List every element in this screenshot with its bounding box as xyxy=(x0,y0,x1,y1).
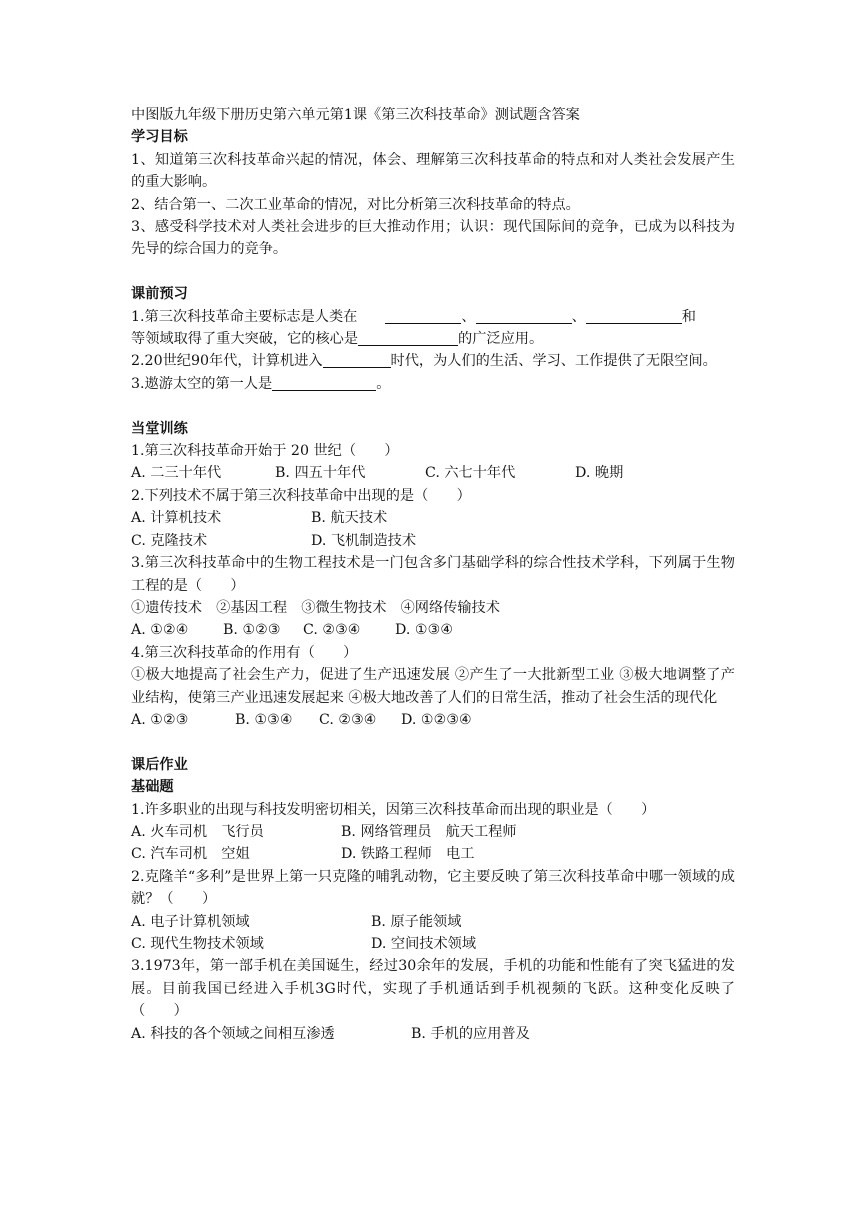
question-text: 的广泛应用。 xyxy=(458,331,544,348)
option[interactable]: D. 空间技术领域 xyxy=(371,935,477,952)
classwork-question-1: 1.第三次科技革命开始于 20 世纪（ ） xyxy=(131,443,399,460)
options-row xyxy=(131,709,735,731)
option[interactable]: B. ①②③ xyxy=(223,622,281,639)
option[interactable]: C. 汽车司机 空姐 xyxy=(131,846,250,863)
options-row xyxy=(131,1023,735,1045)
spacer xyxy=(131,395,735,417)
option[interactable]: B. ①③④ xyxy=(235,711,293,728)
option[interactable]: A. 电子计算机领域 xyxy=(131,913,250,930)
option[interactable]: D. 铁路工程师 电工 xyxy=(341,846,475,863)
option[interactable]: A. ①②③ xyxy=(131,711,189,728)
option[interactable]: C. 六七十年代 xyxy=(425,465,516,482)
separator: 、 xyxy=(461,308,476,325)
option[interactable]: B. 网络管理员 航天工程师 xyxy=(341,823,517,840)
connector: 和 xyxy=(681,308,696,325)
preview-question-3 xyxy=(131,373,735,395)
options-row xyxy=(131,933,735,955)
option[interactable]: D. 飞机制造技术 xyxy=(311,532,417,549)
options-row xyxy=(131,507,735,529)
option[interactable]: A. 计算机技术 xyxy=(131,510,222,527)
classwork-question-3: 3.第三次科技革命中的生物工程技术是一门包含多门基础学科的综合性技术学科，下列属于生物工程的是（ ） xyxy=(131,555,735,594)
classwork-question-2: 2.下列技术不属于第三次科技革命中出现的是（ ） xyxy=(131,487,471,504)
homework-question-1: 1.许多职业的出现与科技发明密切相关，因第三次科技革命而出现的职业是（ ） xyxy=(131,801,656,818)
goal-item: 3、感受科学技术对人类社会进步的巨大推动作用；认识：现代国际间的竞争，已成为以科技为先导的综合国力的竞争。 xyxy=(131,219,735,258)
option[interactable]: A. 火车司机 飞行员 xyxy=(131,823,264,840)
question-text: 1.第三次科技革命主要标志是人类在 xyxy=(131,308,358,325)
fill-blank[interactable] xyxy=(323,352,391,368)
question-items: ①遗传技术 ②基因工程 ③微生物技术 ④网络传输技术 xyxy=(131,599,500,616)
fill-blank[interactable] xyxy=(586,308,682,324)
option[interactable]: C. 现代生物技术领域 xyxy=(131,935,264,952)
classwork-question-4: 4.第三次科技革命的作用有（ ） xyxy=(131,644,358,661)
question-text: 时代，为人们的生活、学习、工作提供了无限空间。 xyxy=(390,353,717,370)
options-row xyxy=(131,462,735,484)
option[interactable]: B. 原子能领域 xyxy=(371,913,462,930)
homework-question-2: 2.克隆羊“多利”是世界上第一只克隆的哺乳动物，它主要反映了第三次科技革命中哪一领域的成就？（ ） xyxy=(131,868,735,908)
options-row xyxy=(131,843,735,865)
option[interactable]: B. 四五十年代 xyxy=(275,465,366,482)
options-row xyxy=(131,530,735,552)
classwork-heading: 当堂训练 xyxy=(131,420,188,437)
option[interactable]: A. 二三十年代 xyxy=(131,465,222,482)
goal-item: 1、知道第三次科技革命兴起的情况，体会、理解第三次科技革命的特点和对人类社会发展产生的重大影响。 xyxy=(131,151,735,191)
option[interactable]: D. ①②③④ xyxy=(401,711,472,728)
fill-blank[interactable] xyxy=(476,308,572,324)
question-text: 等领域取得了重大突破，它的核心是 xyxy=(131,331,359,348)
fill-blank[interactable] xyxy=(385,308,461,324)
options-row xyxy=(131,911,735,933)
preview-question-1 xyxy=(131,306,735,328)
preview-question-2 xyxy=(131,350,735,372)
question-text: 。 xyxy=(376,375,391,392)
spacer xyxy=(131,261,735,283)
fill-blank[interactable] xyxy=(358,330,458,346)
option[interactable]: C. ②③④ xyxy=(303,622,361,639)
question-text: 2.20世纪90年代，计算机进入 xyxy=(131,353,323,370)
option[interactable]: C. 克隆技术 xyxy=(131,532,208,549)
option[interactable]: B. 航天技术 xyxy=(311,510,388,527)
option[interactable]: C. ②③④ xyxy=(319,711,377,728)
fill-blank[interactable] xyxy=(272,375,376,391)
option[interactable]: D. 晚期 xyxy=(575,465,624,482)
question-text: 3.遨游太空的第一人是 xyxy=(131,375,273,392)
option[interactable]: A. 科技的各个领域之间相互渗透 xyxy=(131,1025,335,1042)
spacer xyxy=(131,731,735,753)
homework-question-3: 3.1973年，第一部手机在美国诞生，经过30余年的发展，手机的功能和性能有了突飞猛进的发展。目前我国已经进入手机3G时代，实现了手机通话到手机视频的飞跃。这种变化反映了（ ） xyxy=(131,958,735,1020)
preview-heading: 课前预习 xyxy=(131,286,188,303)
document-body xyxy=(131,104,735,1045)
option[interactable]: A. ①②④ xyxy=(131,622,189,639)
document-title: 中图版九年级下册历史第六单元第1课《第三次科技革命》测试题含答案 xyxy=(131,107,580,123)
homework-heading: 课后作业 xyxy=(131,756,188,773)
options-row xyxy=(131,619,735,641)
homework-subheading: 基础题 xyxy=(131,779,174,796)
separator: 、 xyxy=(571,308,586,325)
question-items: ①极大地提高了社会生产力，促进了生产迅速发展 ②产生了一大批新型工业 ③极大地调整了产业结构，使第三产业迅速发展起来 ④极大地改善了人们的日常生活，推动了社会生活的现代化 xyxy=(131,667,735,706)
option[interactable]: D. ①③④ xyxy=(395,622,454,639)
goals-heading: 学习目标 xyxy=(131,129,188,146)
option[interactable]: B. 手机的应用普及 xyxy=(411,1025,530,1042)
options-row xyxy=(131,821,735,843)
goal-item: 2、结合第一、二次工业革命的情况，对比分析第三次科技革命的特点。 xyxy=(131,196,580,213)
preview-question-1-cont xyxy=(131,328,735,350)
